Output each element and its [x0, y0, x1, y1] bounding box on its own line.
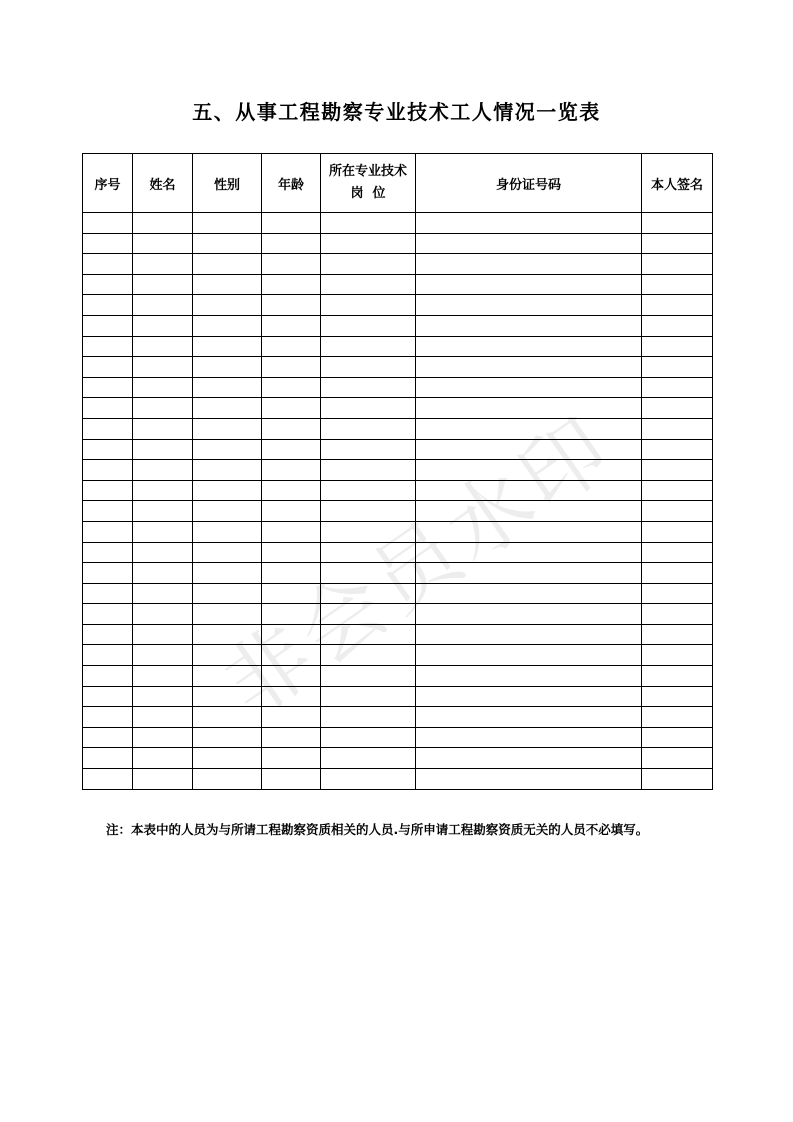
cell-age[interactable]: [262, 686, 321, 707]
cell-id-number[interactable]: [416, 748, 642, 769]
header-id-number: 身份证号码: [416, 154, 642, 213]
cell-signature[interactable]: [642, 748, 713, 769]
cell-post[interactable]: [321, 418, 416, 439]
cell-id-number[interactable]: [416, 604, 642, 625]
cell-signature[interactable]: [642, 274, 713, 295]
cell-signature[interactable]: [642, 521, 713, 542]
cell-gender[interactable]: [193, 254, 262, 275]
cell-post[interactable]: [321, 357, 416, 378]
cell-id-number[interactable]: [416, 624, 642, 645]
cell-signature[interactable]: [642, 418, 713, 439]
cell-gender[interactable]: [193, 624, 262, 645]
cell-id-number[interactable]: [416, 521, 642, 542]
cell-name[interactable]: [133, 274, 193, 295]
table-row: [83, 254, 713, 275]
cell-signature[interactable]: [642, 666, 713, 687]
cell-gender[interactable]: [193, 583, 262, 604]
cell-seq[interactable]: [83, 213, 133, 234]
cell-signature[interactable]: [642, 377, 713, 398]
cell-seq[interactable]: [83, 295, 133, 316]
cell-post[interactable]: [321, 315, 416, 336]
cell-id-number[interactable]: [416, 769, 642, 790]
cell-name[interactable]: [133, 233, 193, 254]
table-row: [83, 357, 713, 378]
cell-id-number[interactable]: [416, 727, 642, 748]
cell-name[interactable]: [133, 480, 193, 501]
cell-age[interactable]: [262, 707, 321, 728]
cell-gender[interactable]: [193, 418, 262, 439]
cell-seq[interactable]: [83, 254, 133, 275]
cell-age[interactable]: [262, 769, 321, 790]
cell-age[interactable]: [262, 398, 321, 419]
table-row: [83, 480, 713, 501]
table-row: [83, 583, 713, 604]
cell-gender[interactable]: [193, 439, 262, 460]
cell-name[interactable]: [133, 336, 193, 357]
cell-gender[interactable]: [193, 707, 262, 728]
cell-post[interactable]: [321, 686, 416, 707]
cell-seq[interactable]: [83, 357, 133, 378]
cell-age[interactable]: [262, 521, 321, 542]
cell-gender[interactable]: [193, 233, 262, 254]
cell-post[interactable]: [321, 666, 416, 687]
cell-age[interactable]: [262, 563, 321, 584]
cell-post[interactable]: [321, 377, 416, 398]
cell-gender[interactable]: [193, 274, 262, 295]
cell-signature[interactable]: [642, 439, 713, 460]
cell-signature[interactable]: [642, 336, 713, 357]
cell-post[interactable]: [321, 480, 416, 501]
cell-signature[interactable]: [642, 357, 713, 378]
header-post-line1: 所在专业技术: [328, 164, 407, 179]
cell-name[interactable]: [133, 748, 193, 769]
header-post: [321, 154, 416, 213]
cell-gender[interactable]: [193, 748, 262, 769]
cell-age[interactable]: [262, 460, 321, 481]
cell-signature[interactable]: [642, 645, 713, 666]
header-seq: 序号: [83, 154, 133, 213]
cell-age[interactable]: [262, 377, 321, 398]
cell-age[interactable]: [262, 480, 321, 501]
cell-seq[interactable]: [83, 604, 133, 625]
table-row: [83, 542, 713, 563]
cell-gender[interactable]: [193, 501, 262, 522]
cell-id-number[interactable]: [416, 583, 642, 604]
cell-gender[interactable]: [193, 521, 262, 542]
cell-gender[interactable]: [193, 563, 262, 584]
technician-table: [82, 153, 713, 790]
cell-post[interactable]: [321, 707, 416, 728]
cell-name[interactable]: [133, 542, 193, 563]
cell-post[interactable]: [321, 727, 416, 748]
cell-post[interactable]: [321, 254, 416, 275]
cell-age[interactable]: [262, 357, 321, 378]
cell-name[interactable]: [133, 583, 193, 604]
cell-gender[interactable]: [193, 315, 262, 336]
cell-name[interactable]: [133, 707, 193, 728]
table-row: [83, 563, 713, 584]
cell-name[interactable]: [133, 501, 193, 522]
cell-name[interactable]: [133, 727, 193, 748]
cell-post[interactable]: [321, 769, 416, 790]
cell-id-number[interactable]: [416, 357, 642, 378]
table-row: [83, 769, 713, 790]
cell-post[interactable]: [321, 645, 416, 666]
cell-signature[interactable]: [642, 315, 713, 336]
cell-gender[interactable]: [193, 377, 262, 398]
header-signature: 本人签名: [642, 154, 713, 213]
cell-seq[interactable]: [83, 315, 133, 336]
cell-seq[interactable]: [83, 398, 133, 419]
cell-seq[interactable]: [83, 748, 133, 769]
cell-name[interactable]: [133, 357, 193, 378]
table-row: [83, 460, 713, 481]
cell-age[interactable]: [262, 624, 321, 645]
cell-gender[interactable]: [193, 604, 262, 625]
header-gender: 性别: [193, 154, 262, 213]
table-row: [83, 398, 713, 419]
cell-id-number[interactable]: [416, 480, 642, 501]
cell-name[interactable]: [133, 439, 193, 460]
cell-age[interactable]: [262, 274, 321, 295]
cell-age[interactable]: [262, 336, 321, 357]
cell-age[interactable]: [262, 542, 321, 563]
cell-name[interactable]: [133, 521, 193, 542]
cell-age[interactable]: [262, 418, 321, 439]
cell-age[interactable]: [262, 254, 321, 275]
table-header-row: [83, 154, 713, 213]
cell-name[interactable]: [133, 295, 193, 316]
watermark: 非会员水印: [206, 396, 632, 736]
cell-id-number[interactable]: [416, 398, 642, 419]
cell-post[interactable]: [321, 213, 416, 234]
cell-id-number[interactable]: [416, 460, 642, 481]
cell-name[interactable]: [133, 624, 193, 645]
cell-signature[interactable]: [642, 769, 713, 790]
cell-signature[interactable]: [642, 686, 713, 707]
cell-age[interactable]: [262, 295, 321, 316]
table-row: [83, 645, 713, 666]
cell-name[interactable]: [133, 377, 193, 398]
cell-name[interactable]: [133, 315, 193, 336]
cell-age[interactable]: [262, 439, 321, 460]
footnote: 注：本表中的人员为与所请工程勘察资质相关的人员.与所申请工程勘察资质无关的人员不必填写。: [106, 822, 649, 837]
cell-post[interactable]: [321, 501, 416, 522]
cell-post[interactable]: [321, 521, 416, 542]
cell-seq[interactable]: [83, 439, 133, 460]
cell-post[interactable]: [321, 624, 416, 645]
table-row: [83, 604, 713, 625]
table-body: [83, 213, 713, 790]
cell-post[interactable]: [321, 604, 416, 625]
cell-gender[interactable]: [193, 398, 262, 419]
cell-signature[interactable]: [642, 233, 713, 254]
cell-id-number[interactable]: [416, 542, 642, 563]
cell-signature[interactable]: [642, 398, 713, 419]
cell-gender[interactable]: [193, 686, 262, 707]
cell-gender[interactable]: [193, 769, 262, 790]
cell-name[interactable]: [133, 666, 193, 687]
cell-post[interactable]: [321, 336, 416, 357]
cell-seq[interactable]: [83, 583, 133, 604]
cell-signature[interactable]: [642, 213, 713, 234]
cell-name[interactable]: [133, 418, 193, 439]
table-row: [83, 274, 713, 295]
cell-name[interactable]: [133, 460, 193, 481]
cell-post[interactable]: [321, 233, 416, 254]
cell-id-number[interactable]: [416, 418, 642, 439]
cell-post[interactable]: [321, 583, 416, 604]
cell-signature[interactable]: [642, 624, 713, 645]
cell-signature[interactable]: [642, 583, 713, 604]
header-post-line2: 岗 位: [350, 186, 386, 201]
cell-gender[interactable]: [193, 213, 262, 234]
cell-signature[interactable]: [642, 501, 713, 522]
cell-seq[interactable]: [83, 686, 133, 707]
table-row: [83, 521, 713, 542]
cell-post[interactable]: [321, 398, 416, 419]
cell-name[interactable]: [133, 686, 193, 707]
cell-post[interactable]: [321, 274, 416, 295]
cell-signature[interactable]: [642, 727, 713, 748]
cell-seq[interactable]: [83, 707, 133, 728]
cell-id-number[interactable]: [416, 254, 642, 275]
cell-post[interactable]: [321, 748, 416, 769]
cell-id-number[interactable]: [416, 645, 642, 666]
cell-signature[interactable]: [642, 254, 713, 275]
cell-signature[interactable]: [642, 563, 713, 584]
table-row: [83, 315, 713, 336]
table-row: [83, 748, 713, 769]
table-row: [83, 727, 713, 748]
cell-id-number[interactable]: [416, 439, 642, 460]
cell-age[interactable]: [262, 604, 321, 625]
cell-id-number[interactable]: [416, 686, 642, 707]
cell-seq[interactable]: [83, 727, 133, 748]
cell-age[interactable]: [262, 645, 321, 666]
cell-age[interactable]: [262, 666, 321, 687]
cell-seq[interactable]: [83, 624, 133, 645]
table-row: [83, 666, 713, 687]
cell-age[interactable]: [262, 583, 321, 604]
table-row: [83, 213, 713, 234]
cell-signature[interactable]: [642, 542, 713, 563]
cell-age[interactable]: [262, 501, 321, 522]
cell-seq[interactable]: [83, 377, 133, 398]
cell-name[interactable]: [133, 604, 193, 625]
cell-gender[interactable]: [193, 480, 262, 501]
cell-gender[interactable]: [193, 542, 262, 563]
cell-post[interactable]: [321, 439, 416, 460]
cell-gender[interactable]: [193, 666, 262, 687]
table-row: [83, 295, 713, 316]
cell-signature[interactable]: [642, 480, 713, 501]
cell-seq[interactable]: [83, 418, 133, 439]
cell-gender[interactable]: [193, 357, 262, 378]
table-row: [83, 707, 713, 728]
cell-age[interactable]: [262, 315, 321, 336]
cell-post[interactable]: [321, 295, 416, 316]
cell-seq[interactable]: [83, 666, 133, 687]
cell-seq[interactable]: [83, 645, 133, 666]
cell-signature[interactable]: [642, 707, 713, 728]
header-age: 年龄: [262, 154, 321, 213]
cell-seq[interactable]: [83, 460, 133, 481]
table-row: [83, 336, 713, 357]
cell-id-number[interactable]: [416, 274, 642, 295]
cell-post[interactable]: [321, 460, 416, 481]
cell-seq[interactable]: [83, 521, 133, 542]
cell-gender[interactable]: [193, 295, 262, 316]
table-row: [83, 418, 713, 439]
cell-signature[interactable]: [642, 604, 713, 625]
cell-age[interactable]: [262, 213, 321, 234]
cell-post[interactable]: [321, 542, 416, 563]
cell-signature[interactable]: [642, 460, 713, 481]
cell-seq[interactable]: [83, 274, 133, 295]
table-row: [83, 686, 713, 707]
page-title: 五、从事工程勘察专业技术工人情况一览表: [192, 100, 601, 124]
cell-gender[interactable]: [193, 645, 262, 666]
cell-name[interactable]: [133, 563, 193, 584]
cell-id-number[interactable]: [416, 666, 642, 687]
cell-seq[interactable]: [83, 480, 133, 501]
cell-id-number[interactable]: [416, 336, 642, 357]
cell-id-number[interactable]: [416, 377, 642, 398]
cell-id-number[interactable]: [416, 233, 642, 254]
cell-seq[interactable]: [83, 233, 133, 254]
cell-name[interactable]: [133, 213, 193, 234]
cell-gender[interactable]: [193, 336, 262, 357]
cell-age[interactable]: [262, 748, 321, 769]
table-row: [83, 233, 713, 254]
cell-gender[interactable]: [193, 460, 262, 481]
table-row: [83, 439, 713, 460]
cell-seq[interactable]: [83, 501, 133, 522]
cell-age[interactable]: [262, 233, 321, 254]
cell-id-number[interactable]: [416, 295, 642, 316]
cell-signature[interactable]: [642, 295, 713, 316]
cell-seq[interactable]: [83, 336, 133, 357]
cell-id-number[interactable]: [416, 501, 642, 522]
cell-id-number[interactable]: [416, 563, 642, 584]
cell-name[interactable]: [133, 254, 193, 275]
cell-seq[interactable]: [83, 542, 133, 563]
table-row: [83, 377, 713, 398]
cell-name[interactable]: [133, 769, 193, 790]
cell-id-number[interactable]: [416, 707, 642, 728]
cell-age[interactable]: [262, 727, 321, 748]
cell-id-number[interactable]: [416, 213, 642, 234]
cell-post[interactable]: [321, 563, 416, 584]
table-row: [83, 624, 713, 645]
cell-name[interactable]: [133, 645, 193, 666]
cell-gender[interactable]: [193, 727, 262, 748]
cell-id-number[interactable]: [416, 315, 642, 336]
cell-seq[interactable]: [83, 769, 133, 790]
table-row: [83, 501, 713, 522]
header-name: 姓名: [133, 154, 193, 213]
cell-name[interactable]: [133, 398, 193, 419]
cell-seq[interactable]: [83, 563, 133, 584]
